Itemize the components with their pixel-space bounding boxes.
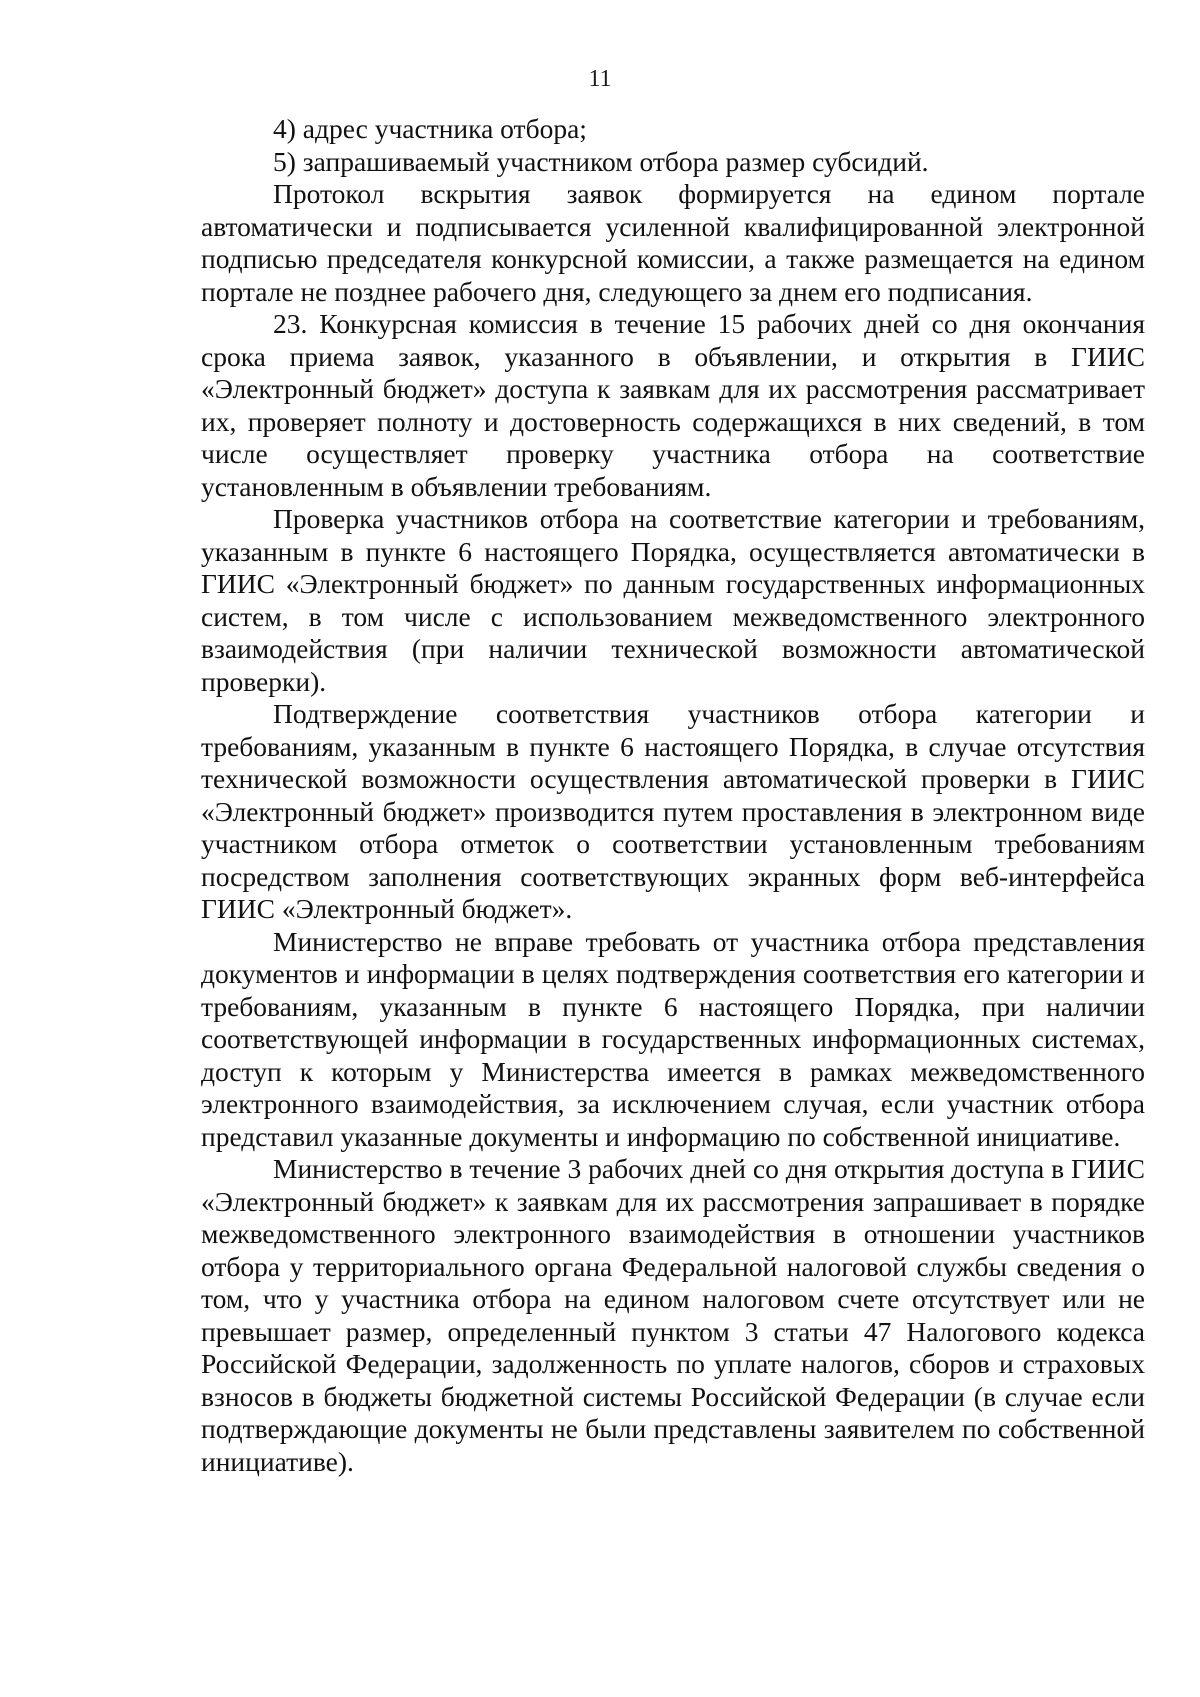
paragraph-ministry-request: Министерство в течение 3 рабочих дней со дня открытия доступа в ГИИС «Электронный бюджет» к заявкам для их рассмотрения запрашивает в порядке межведомственного электронного взаимодействия в отношении участников отбора у территориального органа Федеральной налоговой службы сведения о том, что у участника отбора на едином налоговом счете отсутствует или не превышает размер, определенный пунктом 3 статьи 47 Налогового кодекса Российской Федерации, задолженность по уплате налогов, сборов и страховых взносов в бюджеты бюджетной системы Российской Федерации (в случае если подтверждающие документы не были представлены заявителем по собственной инициативе). [201, 1153, 1145, 1477]
paragraph-automatic-check: Проверка участников отбора на соответствие категории и требованиям, указанным в пункте 6 настоящего Порядка, осуществляется автоматически в ГИИС «Электронный бюджет» по данным государственных информационных систем, в том числе с использованием межведомственного электронного взаимодействия (при наличии технической возможности автоматической проверки). [201, 503, 1145, 697]
list-item-subsidy-amount: 5) запрашиваемый участником отбора размер субсидий. [273, 145, 929, 177]
document-body [201, 113, 1145, 1478]
paragraph-confirmation: Подтверждение соответствия участников отбора категории и требованиям, указанным в пункте 6 настоящего Порядка, в случае отсутствия технической возможности осуществления автоматической проверки в ГИИС «Электронный бюджет» производится путем проставления в электронном виде участником отбора отметок о соответствии установленным требованиям посредством заполнения соответствующих экранных форм веб-интерфейса ГИИС «Электронный бюджет». [201, 698, 1145, 924]
paragraph-ministry-not-entitled: Министерство не вправе требовать от участника отбора представления документов и информации в целях подтверждения соответствия его категории и требованиям, указанным в пункте 6 настоящего Порядка, при наличии соответствующей информации в государственных информационных системах, доступ к которым у Министерства имеется в рамках межведомственного электронного взаимодействия, за исключением случая, если участник отбора представил указанные документы и информацию по собственной инициативе. [201, 925, 1145, 1152]
paragraph-23-commission-review: 23. Конкурсная комиссия в течение 15 рабочих дней со дня окончания срока приема заявок, указанного в объявлении, и открытия в ГИИС «Электронный бюджет» доступа к заявкам для их рассмотрения рассматривает их, проверяет полноту и достоверность содержащихся в них сведений, в том числе осуществляет проверку участника отбора на соответствие установленным в объявлении требованиям. [201, 308, 1145, 502]
list-item-address: 4) адрес участника отбора; [273, 113, 587, 144]
page-number: 11 [588, 66, 612, 92]
paragraph-protocol: Протокол вскрытия заявок формируется на едином портале автоматически и подписывается усиленной квалифицированной электронной подписью председателя конкурсной комиссии, а также размещается на едином портале не позднее рабочего дня, следующего за днем его подписания. [201, 178, 1145, 307]
